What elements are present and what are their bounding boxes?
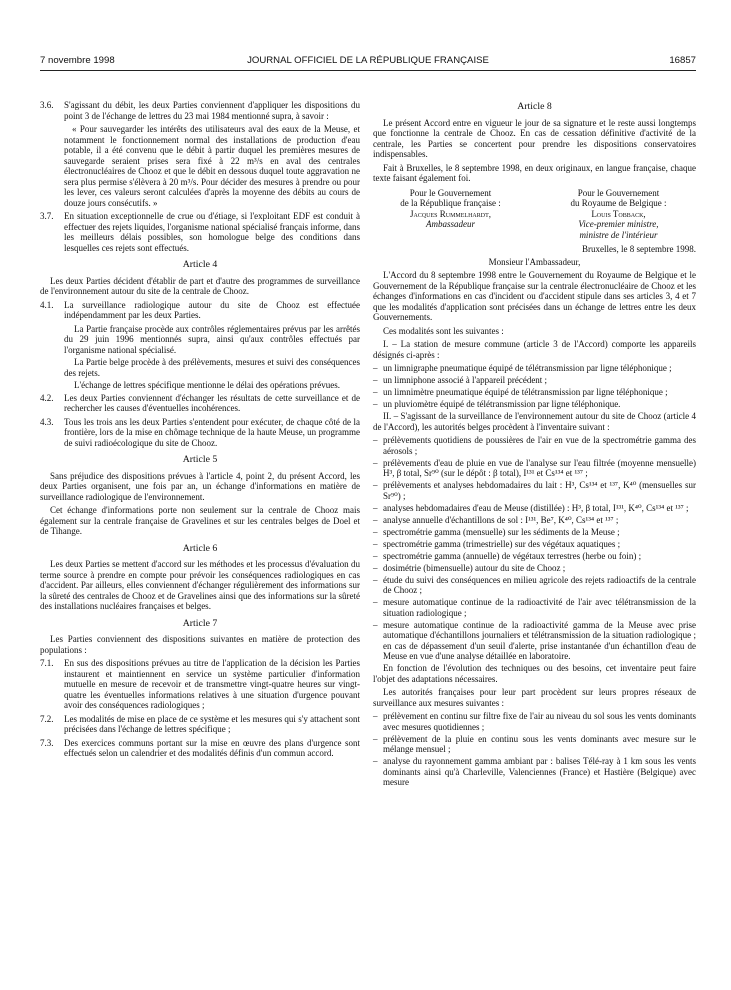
list-item-text: un limnimètre pneumatique équipé de télétransmission par ligne téléphonique ; — [383, 387, 668, 397]
list-item-text: prélèvement en continu sur filtre fixe de l'air au niveau du sol sous les vents dominants avec mesures quotidiennes ; — [383, 711, 696, 732]
signature-belgium — [541, 188, 696, 241]
list-item-text: étude du suivi des conséquences en milieu agricole des rejets radioactifs de la centrale de Chooz ; — [383, 574, 696, 595]
paragraph-3-6 — [40, 100, 360, 121]
list-item — [373, 399, 696, 410]
signature-line: Pour le Gouvernement — [577, 187, 660, 198]
list-item — [373, 458, 696, 479]
list-item — [373, 503, 696, 514]
paragraph-4-1-letters: L'échange de lettres spécifique mentionne le délai des opérations prévues. — [74, 380, 341, 390]
list-item — [373, 756, 696, 788]
list-item — [373, 575, 696, 596]
list-item-text: prélèvements et analyses hebdomadaires du lait : H³, Cs¹³⁴ et ¹³⁷, K⁴⁰ (mensuelles sur Sr⁹⁰) ; — [383, 480, 696, 501]
list-item-text: un pluviomètre équipé de télétransmission par ligne téléphonique. — [383, 399, 621, 409]
issue-date: 7 novembre 1998 — [40, 55, 115, 66]
paragraph-3-7 — [40, 211, 360, 253]
signature-line: du Royaume de Belgique : — [570, 198, 667, 208]
list-item — [373, 539, 696, 550]
signatory-title: Ambassadeur — [426, 219, 476, 229]
paragraph-text: S'agissant du débit, les deux Parties conviennent d'appliquer les dispositions du point 3 de l'échange de lettres du 23 mai 1984 mentionné supra, à savoir : — [64, 100, 360, 121]
article-7-intro: Les Parties conviennent des dispositions suivantes en matière de protection des populations : — [40, 634, 360, 655]
dash-bullet: – — [373, 550, 378, 561]
list-item — [373, 597, 696, 618]
signature-line: de la République française : — [400, 198, 501, 208]
dash-bullet: – — [373, 363, 378, 373]
dash-bullet: – — [373, 480, 378, 490]
list-item — [373, 363, 696, 374]
paragraph-number: 7.2. — [40, 713, 54, 724]
paragraph-4-1-belgian-party: La Partie belge procède à des prélèvements, mesures et suivi des conséquences des rejets. — [64, 357, 360, 378]
list-item — [373, 480, 696, 501]
list-item — [373, 527, 696, 538]
dash-bullet: – — [373, 538, 378, 549]
list-item — [373, 620, 696, 662]
section-2-after: En fonction de l'évolution des techniques ou des besoins, cet inventaire peut faire l'objet des adaptations nécessaires. — [373, 663, 696, 684]
article-4-intro: Les deux Parties décident d'établir de part et d'autre des programmes de surveillance de l'environnement autour du site de la centrale de Chooz. — [40, 275, 360, 296]
dash-bullet: – — [373, 562, 378, 573]
paragraph-number: 4.2. — [40, 392, 54, 403]
list-item — [373, 563, 696, 574]
article-6-paragraph-1: Les deux Parties se mettent d'accord sur les méthodes et les processus d'évaluation du terme source à prendre en compte pour prévoir les conséquences radiologiques en cas d'accident. Par ailleurs, elles conviennent d'échanger régulièrement des informations sur la sûreté des centrales de Chooz et de Gravelines ainsi que des informations sur la sûreté des installations nucléaires françaises et belges. — [40, 559, 360, 611]
article-5-paragraph-1: Sans préjudice des dispositions prévues à l'article 4, point 2, du présent Accord, les deux Parties organisent, une fois par an, un échange d'informations en matière de surveillance radiologique de l'environnement. — [40, 470, 360, 502]
paragraph-text: En sus des dispositions prévues au titre de l'application de la décision les Parties instaurent et maintiennent en service un système particulier d'information mutuelle en mesure de recevoir et de transmettre vingt-quatre heures sur vingt-quatre les éventuelles informations relatives à une situation d'urgence pouvant avoir des conséquences radiologiques ; — [64, 658, 360, 710]
list-item-text: prélèvements d'eau de pluie en vue de l'analyse sur l'eau filtrée (moyenne mensuelle) H³, β total, Sr⁹⁰ (sur le dépôt : β total), I¹³¹ et Cs¹³⁴ et ¹³⁷ ; — [383, 457, 696, 478]
paragraph-4-3 — [40, 417, 360, 449]
list-item-text: spectrométrie gamma (mensuelle) sur les sédiments de la Meuse ; — [383, 526, 620, 537]
dash-bullet: – — [373, 733, 378, 744]
signature-france — [373, 188, 528, 241]
paragraph-4-1-french-party: La Partie française procède aux contrôles réglementaires prévus par les arrêtés du 29 juin 1996 mentionnés supra, ainsi qu'aux contrôles effectués par l'organisme national spécialisé. — [64, 323, 360, 355]
dash-bullet: – — [373, 526, 378, 537]
list-item-text: mesure automatique continue de la radioactivité gamma de la Meuse avec prise automatique d'échantillons journaliers et télétransmission de la situation radiologique ; en cas de dépassement d'un seuil d'alerte, prise instantanée d'un échantillon d'eau de Meuse en vue d'une analyse détaillée en laboratoire. — [383, 619, 696, 661]
paragraph-number: 3.7. — [40, 211, 54, 221]
signature-block — [373, 188, 696, 241]
section-2-intro: II. – S'agissant de la surveillance de l'environnement autour du site de Chooz (article 4 de l'Accord), les autorités belges procèdent à l'inventaire suivant : — [373, 411, 696, 432]
dash-bullet: – — [373, 619, 378, 630]
list-item-text: analyse annuelle d'échantillons de sol : I¹³¹, Be⁷, K⁴⁰, Cs¹³⁴ et ¹³⁷ ; — [383, 514, 619, 525]
letter-paragraph-1: L'Accord du 8 septembre 1998 entre le Gouvernement du Royaume de Belgique et le Gouvernement de la République française sur la centrale électronucléaire de Chooz et les échanges d'informations en cas d'incident ou d'accident stipule dans ses articles 3, 4 et 7 que les modalités d'application sont précisées dans un échange de lettres entre les deux Gouvernements. — [373, 270, 696, 322]
dash-bullet: – — [373, 399, 378, 409]
signatory-title: Vice-premier ministre, — [578, 219, 659, 229]
signatory-name: Jacques Rummelhardt, — [410, 208, 492, 219]
dash-bullet: – — [373, 756, 378, 766]
salutation: Monsieur l'Ambassadeur, — [488, 256, 581, 267]
dash-bullet: – — [373, 574, 378, 585]
paragraph-7-3 — [40, 738, 360, 759]
page-number: 16857 — [669, 55, 696, 66]
list-item — [373, 435, 696, 456]
article-8-title: Article 8 — [517, 101, 552, 112]
list-item-text: dosimétrie (bimensuelle) autour du site de Chooz ; — [383, 562, 566, 573]
list-item-text: un limniphone associé à l'appareil précédent ; — [383, 375, 548, 385]
paragraph-number: 4.1. — [40, 299, 54, 310]
paragraph-text: Les deux Parties conviennent d'échanger les résultats de cette surveillance et de rechercher les causes d'éventuelles incohérences. — [64, 392, 360, 413]
list-item-text: un limnigraphe pneumatique équipé de télétransmission par ligne téléphonique ; — [383, 363, 672, 373]
paragraph-number: 3.6. — [40, 100, 54, 110]
list-item — [373, 387, 696, 398]
signatory-name: Louis Tobback, — [591, 208, 646, 219]
letter-paragraph-2: Ces modalités sont les suivantes : — [383, 325, 504, 336]
list-item-text: mesure automatique continue de la radioactivité de l'air avec télétransmission de la situation radiologique ; — [383, 597, 696, 618]
article-5-title: Article 5 — [182, 454, 218, 465]
list-item — [373, 515, 696, 526]
section-3-intro: Les autorités françaises pour leur part procèdent sur leurs propres réseaux de surveillance aux mesures suivantes : — [373, 687, 696, 708]
article-4-title: Article 4 — [182, 259, 218, 270]
signature-line: Pour le Gouvernement — [409, 187, 492, 198]
list-item-text: prélèvements quotidiens de poussières de l'air en vue de la spectrométrie gamma des aérosols ; — [383, 435, 696, 456]
page-header — [40, 55, 696, 69]
list-item-text: spectrométrie gamma (annuelle) de végétaux terrestres (herbe ou foin) ; — [383, 550, 642, 561]
right-column — [373, 100, 696, 789]
dash-bullet: – — [373, 435, 378, 445]
list-item — [373, 375, 696, 386]
dash-bullet: – — [373, 711, 378, 721]
paragraph-number: 4.3. — [40, 416, 54, 427]
article-8-paragraph-1: Le présent Accord entre en vigueur le jour de sa signature et le reste aussi longtemps que fonctionne la centrale de Chooz. En cas de cessation définitive d'activité de la centrale, les Parties se concertent pour prendre les dispositions conservatoires indispensables. — [373, 117, 696, 159]
list-item-text: analyses hebdomadaires d'eau de Meuse (distillée) : H³, β total, I¹³¹, K⁴⁰, Cs¹³⁴ et ¹³⁷ ; — [383, 502, 689, 513]
list-item — [373, 711, 696, 732]
dash-bullet: – — [373, 514, 378, 525]
quoted-text: « Pour sauvegarder les intérêts des utilisateurs aval des eaux de la Meuse, et notamment le fonctionnement normal des installations de production d'eau potable, il a été convenu que le débit à partir duquel les premières mesures de sauvegarde seraient prises sera fixé à 22 m³/s en aval des centrales électronucléaires de Chooz et que le débit en dessous duquel toute aggravation ne sera plus permise s'élèvera à 20 m³/s. Pour décider des mesures à prendre ou pour les lever, ces valeurs seront calculées d'après la moyenne des débits au cours de douze jours consécutifs. » — [64, 124, 360, 208]
paragraph-4-1 — [40, 300, 360, 321]
list-item-text: prélèvement de la pluie en continu sous les vents dominants avec mesure sur le mélange mensuel ; — [383, 733, 696, 754]
dash-bullet: – — [373, 457, 378, 468]
list-item-text: spectrométrie gamma (trimestrielle) sur des végétaux aquatiques ; — [383, 538, 621, 549]
list-item-text: analyse du rayonnement gamma ambiant par : balises Télé-ray à 1 km sous les vents dominants ainsi qu'à Charleville, Valenciennes (France) et Hastière (Belgique) avec mesure — [383, 756, 696, 787]
paragraph-4-2 — [40, 393, 360, 414]
header-rule — [40, 70, 696, 71]
paragraph-text: Tous les trois ans les deux Parties s'entendent pour exécuter, de chaque côté de la frontière, lors de la mise en chômage technique de la haute Meuse, un programme de suivi radioécologique du site de Chooz. — [64, 416, 360, 448]
paragraph-text: La surveillance radiologique autour du site de Chooz est effectuée indépendamment par les deux Parties. — [64, 299, 360, 320]
article-5-paragraph-2: Cet échange d'informations porte non seulement sur la centrale de Chooz mais également sur la centrale française de Gravelines et sur les centrales belges de Doel et de Tihange. — [40, 505, 360, 536]
article-8-paragraph-2: Fait à Bruxelles, le 8 septembre 1998, en deux originaux, en langue française, chaque texte faisant également foi. — [373, 162, 696, 183]
letter-date: Bruxelles, le 8 septembre 1998. — [582, 244, 696, 254]
section-2-list — [373, 435, 696, 662]
list-item — [373, 734, 696, 755]
section-1-list — [373, 363, 696, 410]
journal-title: JOURNAL OFFICIEL DE LA RÉPUBLIQUE FRANÇAISE — [247, 55, 489, 66]
paragraph-number: 7.1. — [40, 658, 54, 668]
paragraph-7-2 — [40, 714, 360, 735]
paragraph-text: Les modalités de mise en place de ce système et les mesures qui s'y attachent sont précisées dans l'échange de lettres spécifique ; — [64, 713, 360, 734]
section-1-intro: I. – La station de mesure commune (article 3 de l'Accord) comporte les appareils désignés ci-après : — [373, 339, 696, 360]
list-item — [373, 551, 696, 562]
paragraph-text: Des exercices communs portant sur la mise en œuvre des plans d'urgence sont effectués selon un calendrier et des modalités définis d'un commun accord. — [64, 737, 360, 758]
dash-bullet: – — [373, 597, 378, 607]
section-3-list — [373, 711, 696, 788]
article-6-title: Article 6 — [182, 542, 218, 554]
paragraph-text: En situation exceptionnelle de crue ou d'étiage, si l'exploitant EDF est conduit à effectuer des rejets liquides, l'organisme national spécialisé français informe, dans les meilleurs délais possibles, son homologue belge des conditions dans lesquelles ces rejets sont effectués. — [64, 211, 360, 253]
dash-bullet: – — [373, 502, 378, 513]
left-column — [40, 100, 360, 762]
article-7-title: Article 7 — [182, 617, 218, 629]
paragraph-number: 7.3. — [40, 737, 54, 748]
signatory-title: ministre de l'intérieur — [579, 229, 658, 240]
dash-bullet: – — [373, 375, 378, 385]
dash-bullet: – — [373, 387, 378, 397]
paragraph-7-1 — [40, 658, 360, 711]
